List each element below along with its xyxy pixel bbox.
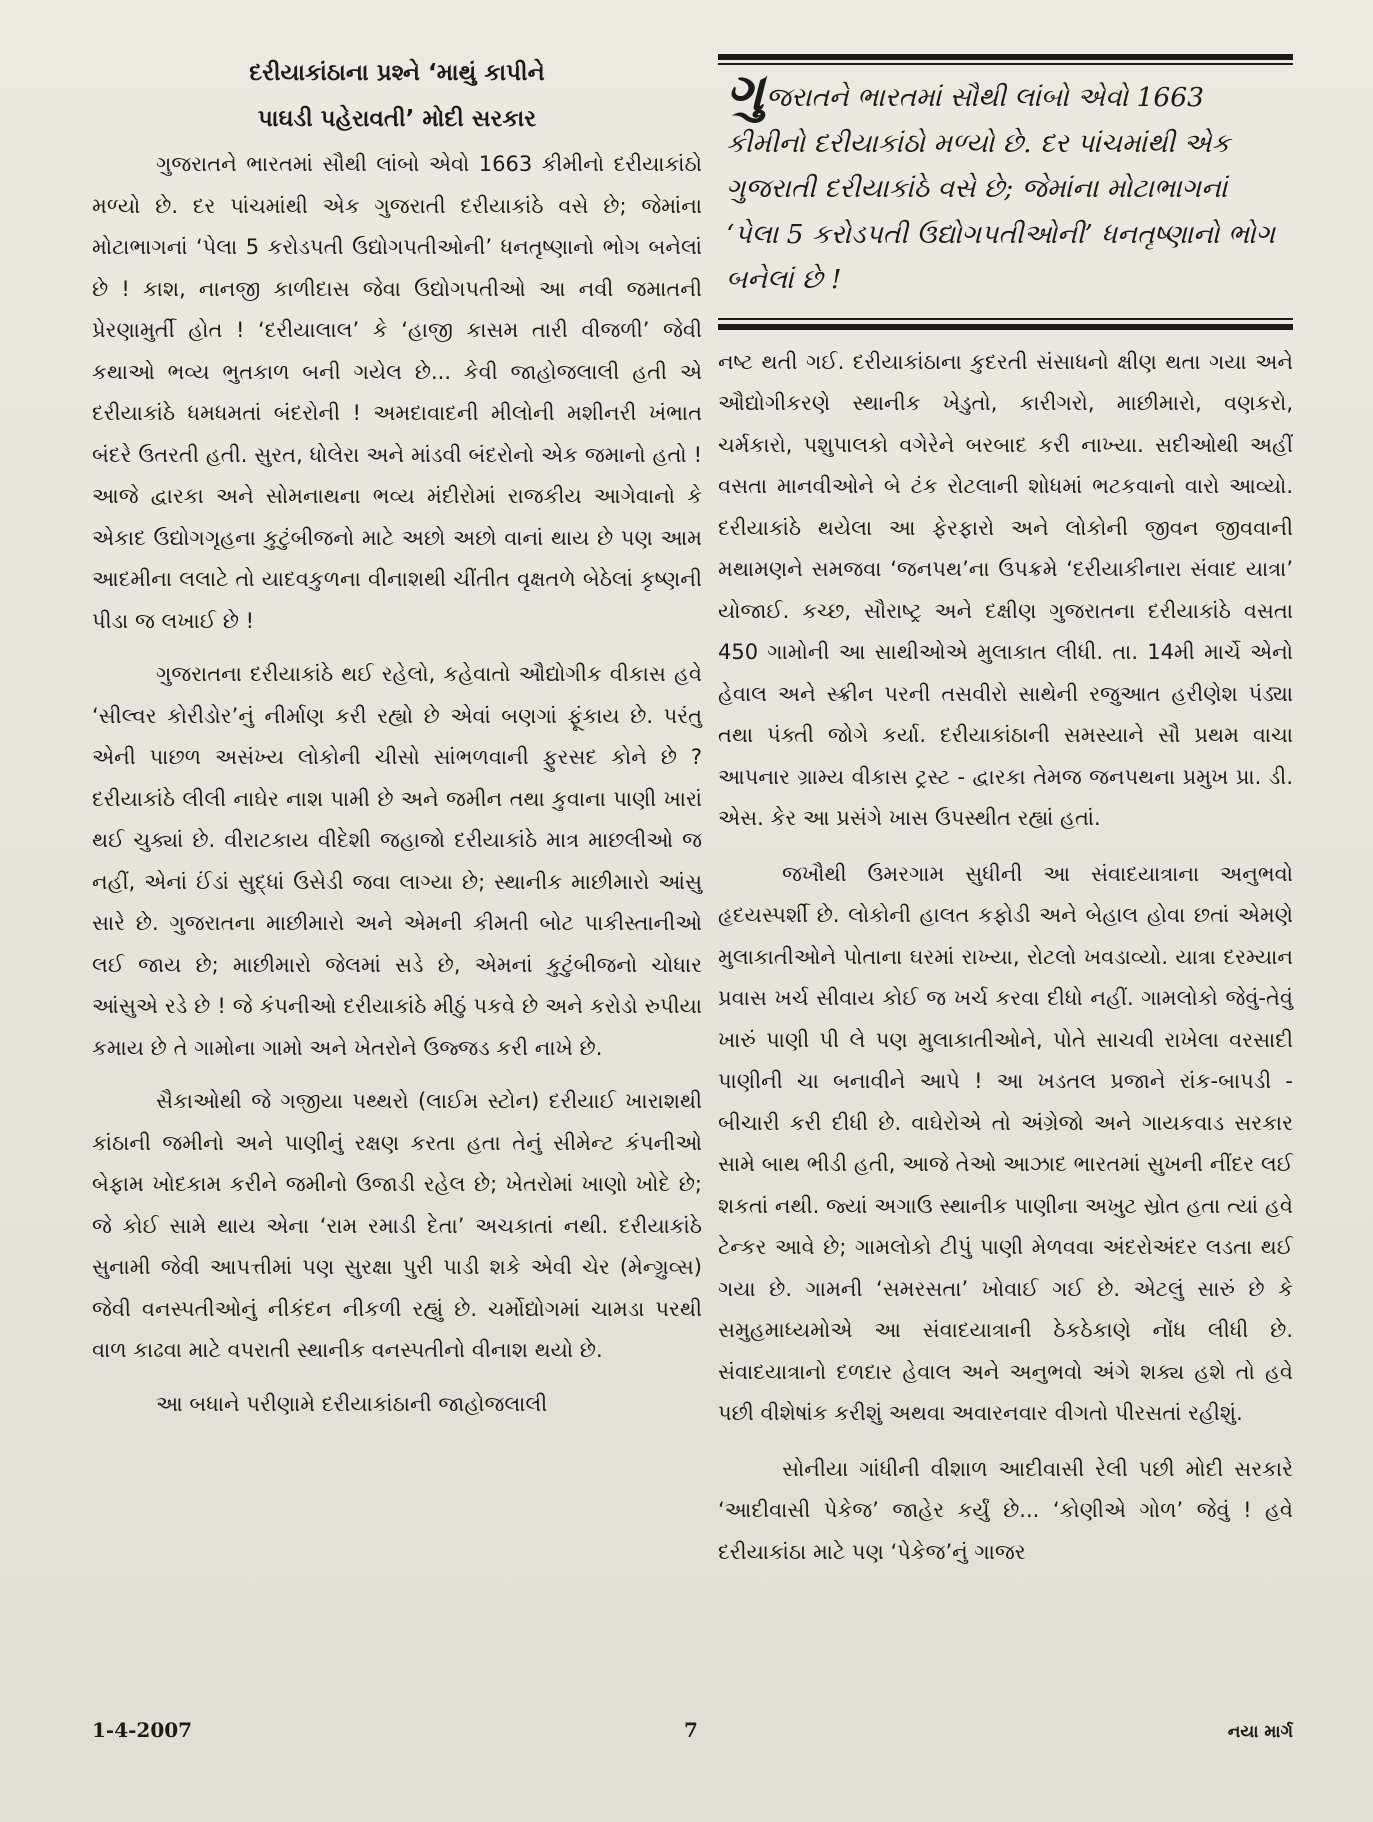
right-body xyxy=(718,342,1293,1574)
left-column xyxy=(92,50,702,1425)
paragraph: આ બધાને પરીણામે દરીયાકાંઠાની જાહોજલાલી xyxy=(156,1391,548,1416)
issue-date: 1-4-2007 xyxy=(92,1718,193,1742)
paragraph: ગુજરાતને ભારતમાં સૌથી લાંબો એવો 1663 કીમીનો દરીયાકાંઠો મળ્યો છે. દર પાંચમાંથી એક ગુજરાતી દરીયાકાંઠે વસે છે; જેમાંના મોટાભાગનાં ‘પેલા 5 કરોડપતી ઉદ્યોગપતીઓની’ ધનતૃષ્ણાનો ભોગ બનેલાં છે ! કાશ, નાનજી કાળીદાસ જેવા ઉદ્યોગપતીઓ આ નવી જમાતની પ્રેરણામુર્તી હોત ! ‘દરીયાલાલ’ કે ‘હાજી કાસમ તારી વીજળી’ જેવી કથાઓ ભવ્ય ભુતકાળ બની ગયેલ છે... કેવી જાહોજલાલી હતી એ દરીયાકાંઠે ધમધમતાં બંદરોની ! અમદાવાદની મીલોની મશીનરી ખંભાત બંદરે ઉતરતી હતી. સુરત, ધોલેરા અને માંડવી બંદરોનો એક જમાનો હતો ! આજે દ્વારકા અને સોમનાથના ભવ્ય મંદીરોમાં રાજકીય આગેવાનો કે એકાદ ઉદ્યોગગૃહના કુટુંબીજનો માટે અછો અછો વાનાં થાય છે પણ આમ આદમીના લલાટે તો યાદવકુળના વીનાશથી ચીંતીત વૃક્ષતળે બેઠેલાં કૃષ્ણની પીડા જ લખાઈ છે ! xyxy=(92,152,702,633)
page-footer xyxy=(92,1718,1293,1758)
pullquote-bottom-rule xyxy=(718,324,1293,330)
paragraph: સૈકાઓથી જે ગજીયા પથ્થરો (લાઈમ સ્ટોન) દરીયાઈ ખારાશથી કાંઠાની જમીનો અને પાણીનું રક્ષણ કરતા હતા તેનું સીમેન્ટ કંપનીઓ બેફામ ખોદકામ કરીને જમીનો ઉજાડી રહેલ છે; ખેતરોમાં ખાણો ખોદે છે; જે કોઈ સામે થાય એના ‘રામ રમાડી દેતા’ અચકાતાં નથી. દરીયાકાંઠે સુનામી જેવી આપત્તીમાં પણ સુરક્ષા પુરી પાડી શકે એવી ચેર (મેન્ગ્રુવ્સ) જેવી વનસ્પતીઓનું નીકંદન નીકળી રહ્યું છે. ચર્મોદ્યોગમાં ચામડા પરથી વાળ કાઢવા માટે વપરાતી સ્થાનીક વનસ્પતીનો વીનાશ થયો છે. xyxy=(92,1089,702,1362)
pullquote-top-rule xyxy=(718,54,1293,60)
page-number: 7 xyxy=(684,1718,698,1742)
paragraph: સોનીયા ગાંધીની વીશાળ આદીવાસી રેલી પછી મોદી સરકારે ‘આદીવાસી પેકેજ’ જાહેર કર્યું છે... ‘કોણીએ ગોળ’ જેવું ! હવે દરીયાકાંઠા માટે પણ ‘પેકેજ’નું ગાજર xyxy=(718,1456,1293,1564)
pullquote-bottom-rule-thin xyxy=(718,318,1293,320)
paragraph: નષ્ટ થતી ગઈ. દરીયાકાંઠાના કુદરતી સંસાધનો ક્ષીણ થતા ગયા અને ઔદ્યોગીકરણે સ્થાનીક ખેડુતો, કારીગરો, માછીમારો, વણકરો, ચર્મકારો, પશુપાલકો વગેરેને બરબાદ કરી નાખ્યા. સદીઓથી અહીં વસતા માનવીઓને બે ટંક રોટલાની શોધમાં ભટકવાનો વારો આવ્યો. દરીયાકાંઠે થયેલા આ ફેરફારો અને લોકોની જીવન જીવવાની મથામણને સમજવા ‘જનપથ’ના ઉપક્રમે ‘દરીયાકીનારા સંવાદ યાત્રા’ યોજાઈ. કચ્છ, સૌરાષ્ટ્ર અને દક્ષીણ ગુજરાતના દરીયાકાંઠે વસતા 450 ગામોની આ સાથીઓએ મુલાકાત લીધી. તા. 14મી માર્ચે એનો હેવાલ અને સ્ક્રીન પરની તસવીરો સાથેની રજુઆત હરીણેશ પંડ્યા તથા પંક્તી જોગે કર્યા. દરીયાકાંઠાની સમસ્યાને સૌ પ્રથમ વાચા આપનાર ગ્રામ્ય વીકાસ ટ્રસ્ટ - દ્વારકા તેમજ જનપથના પ્રમુખ પ્રા. ડી. એસ. કેર આ પ્રસંગે ખાસ ઉપસ્થીત રહ્યાં હતાં. xyxy=(718,349,1293,830)
headline-line-2: પાઘડી પહેરાવતી’ મોદી સરકાર xyxy=(257,106,537,132)
left-body xyxy=(92,144,702,1425)
drop-cap: ગુ xyxy=(726,62,764,123)
headline-line-1: દરીયાકાંઠાના પ્રશ્ને ‘માથું કાપીને xyxy=(249,60,545,86)
pull-quote-text: જરાતને ભારતમાં સૌથી લાંબો એવો 1663 કીમીનો દરીયાકાંઠો મળ્યો છે. દર પાંચમાંથી એક ગુજરાતી દરીયાકાંઠે વસે છે; જેમાંના મોટાભાગનાં ‘પેલા 5 કરોડપતી ઉદ્યોગપતીઓની’ ધનતૃષ્ણાનો ભોગ બનેલાં છે ! xyxy=(726,82,1276,295)
paragraph: જખૌથી ઉમરગામ સુધીની આ સંવાદયાત્રાના અનુભવો હૃદયસ્પર્શી છે. લોકોની હાલત કફોડી અને બેહાલ હોવા છતાં એમણે મુલાકાતીઓને પોતાના ઘરમાં રાખ્યા, રોટલો ખવડાવ્યો. યાત્રા દરમ્યાન પ્રવાસ ખર્ચ સીવાય કોઈ જ ખર્ચ કરવા દીધો નહીં. ગામલોકો જેવું-તેવું ખારું પાણી પી લે પણ મુલાકાતીઓને, પોતે સાચવી રાખેલા વરસાદી પાણીની ચા બનાવીને આપે ! આ ખડતલ પ્રજાને રાંક-બાપડી - બીચારી કરી દીધી છે. વાઘેરોએ તો અંગ્રેજો અને ગાયકવાડ સરકાર સામે બાથ ભીડી હતી, આજે તેઓ આઝાદ ભારતમાં સુખની નીંદર લઈ શકતાં નથી. જ્યાં અગાઉ સ્થાનીક પાણીના અખુટ સ્રોત હતા ત્યાં હવે ટેન્કર આવે છે; ગામલોકો ટીપું પાણી મેળવવા અંદરોઅંદર લડતા થઈ ગયા છે. ગામની ‘સમરસતા’ ખોવાઈ ગઈ છે. એટલું સારું છે કે સમુહમાધ્યમોએ આ સંવાદયાત્રાની ઠેકઠેકાણે નોંધ લીધી છે. સંવાદયાત્રાનો દળદાર હેવાલ અને અનુભવો અંગે શક્ય હશે તો હવે પછી વીશેષાંક કરીશું અથવા અવારનવાર વીગતો પીરસતાં રહીશું. xyxy=(718,861,1293,1425)
right-column xyxy=(718,50,1293,1573)
paragraph: ગુજરાતના દરીયાકાંઠે થઈ રહેલો, કહેવાતો ઔદ્યોગીક વીકાસ હવે ‘સીલ્વર કોરીડોર’નું નીર્માણ કરી રહ્યો છે એવાં બણગાં ફૂંકાય છે. પરંતુ એની પાછળ અસંખ્ય લોકોની ચીસો સાંભળવાની ફુરસદ કોને છે ? દરીયાકાંઠે લીલી નાઘેર નાશ પામી છે અને જમીન તથા કુવાના પાણી ખારાં થઈ ચુક્યાં છે. વીરાટકાય વીદેશી જહાજો દરીયાકાંઠે માત્ર માછલીઓ જ નહીં, એનાં ઈંડાં સુદ્ધાં ઉસેડી જવા લાગ્યા છે; સ્થાનીક માછીમારો આંસુ સારે છે. ગુજરાતના માછીમારો અને એમની કીમતી બોટ પાકીસ્તાનીઓ લઈ જાય છે; માછીમારો જેલમાં સડે છે, એમનાં કુટુંબીજનો ચોધાર આંસુએ રડે છે ! જે કંપનીઓ દરીયાકાંઠે મીઠું પકવે છે અને કરોડો રુપીયા કમાય છે તે ગામોના ગામો અને ખેતરોને ઉજ્જડ કરી નાખે છે. xyxy=(92,662,702,1060)
magazine-name: નયા માર્ગ xyxy=(1227,1722,1293,1742)
article-headline xyxy=(92,50,702,142)
pull-quote xyxy=(718,62,1293,315)
